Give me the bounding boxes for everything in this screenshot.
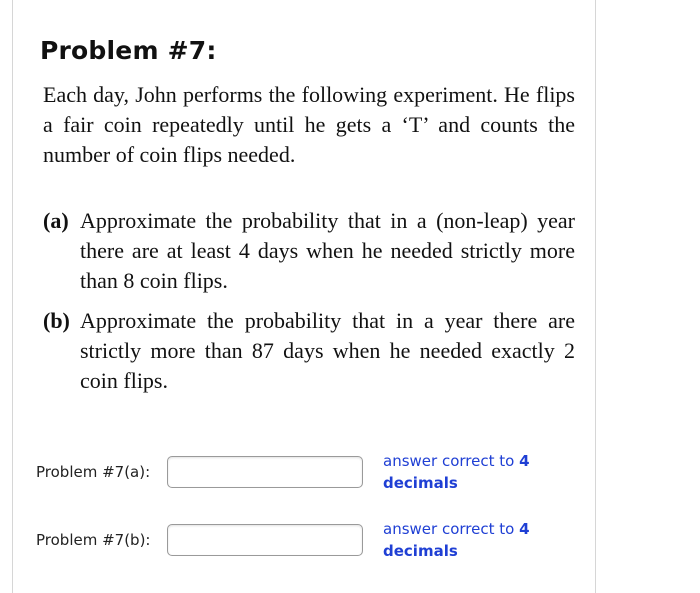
answer-a-hint-prefix: answer correct to (383, 452, 520, 470)
part-b-label: (b) (43, 308, 70, 333)
answer-row-a (36, 450, 576, 494)
answer-b-hint-prefix: answer correct to (383, 520, 520, 538)
answer-a-hint-digits: 4 (519, 452, 530, 470)
answer-a-hint-suffix: decimals (383, 474, 458, 492)
answer-b-hint-suffix: decimals (383, 542, 458, 560)
answer-row-b (36, 518, 576, 562)
problem-intro: Each day, John performs the following experiment. He flips a fair coin repeatedly until he gets a ‘T’ and counts the number of coin flips needed. (43, 82, 575, 167)
answer-b-hint (383, 518, 530, 562)
part-b (43, 306, 575, 396)
part-a-text: Approximate the probability that in a (non-leap) year there are at least 4 days when he needed strictly more than 8 coin flips. (80, 208, 575, 293)
problem-title: Problem #7: (40, 36, 217, 65)
answer-b-hint-digits: 4 (519, 520, 530, 538)
answer-b-input[interactable] (167, 524, 363, 556)
part-a (43, 206, 575, 296)
answer-a-hint (383, 450, 530, 494)
answer-a-input[interactable] (167, 456, 363, 488)
part-a-label: (a) (43, 208, 69, 233)
answer-a-label: Problem #7(a): (36, 463, 151, 481)
answer-b-label: Problem #7(b): (36, 531, 151, 549)
part-b-text: Approximate the probability that in a year there are strictly more than 87 days when he needed exactly 2 coin flips. (80, 308, 575, 393)
